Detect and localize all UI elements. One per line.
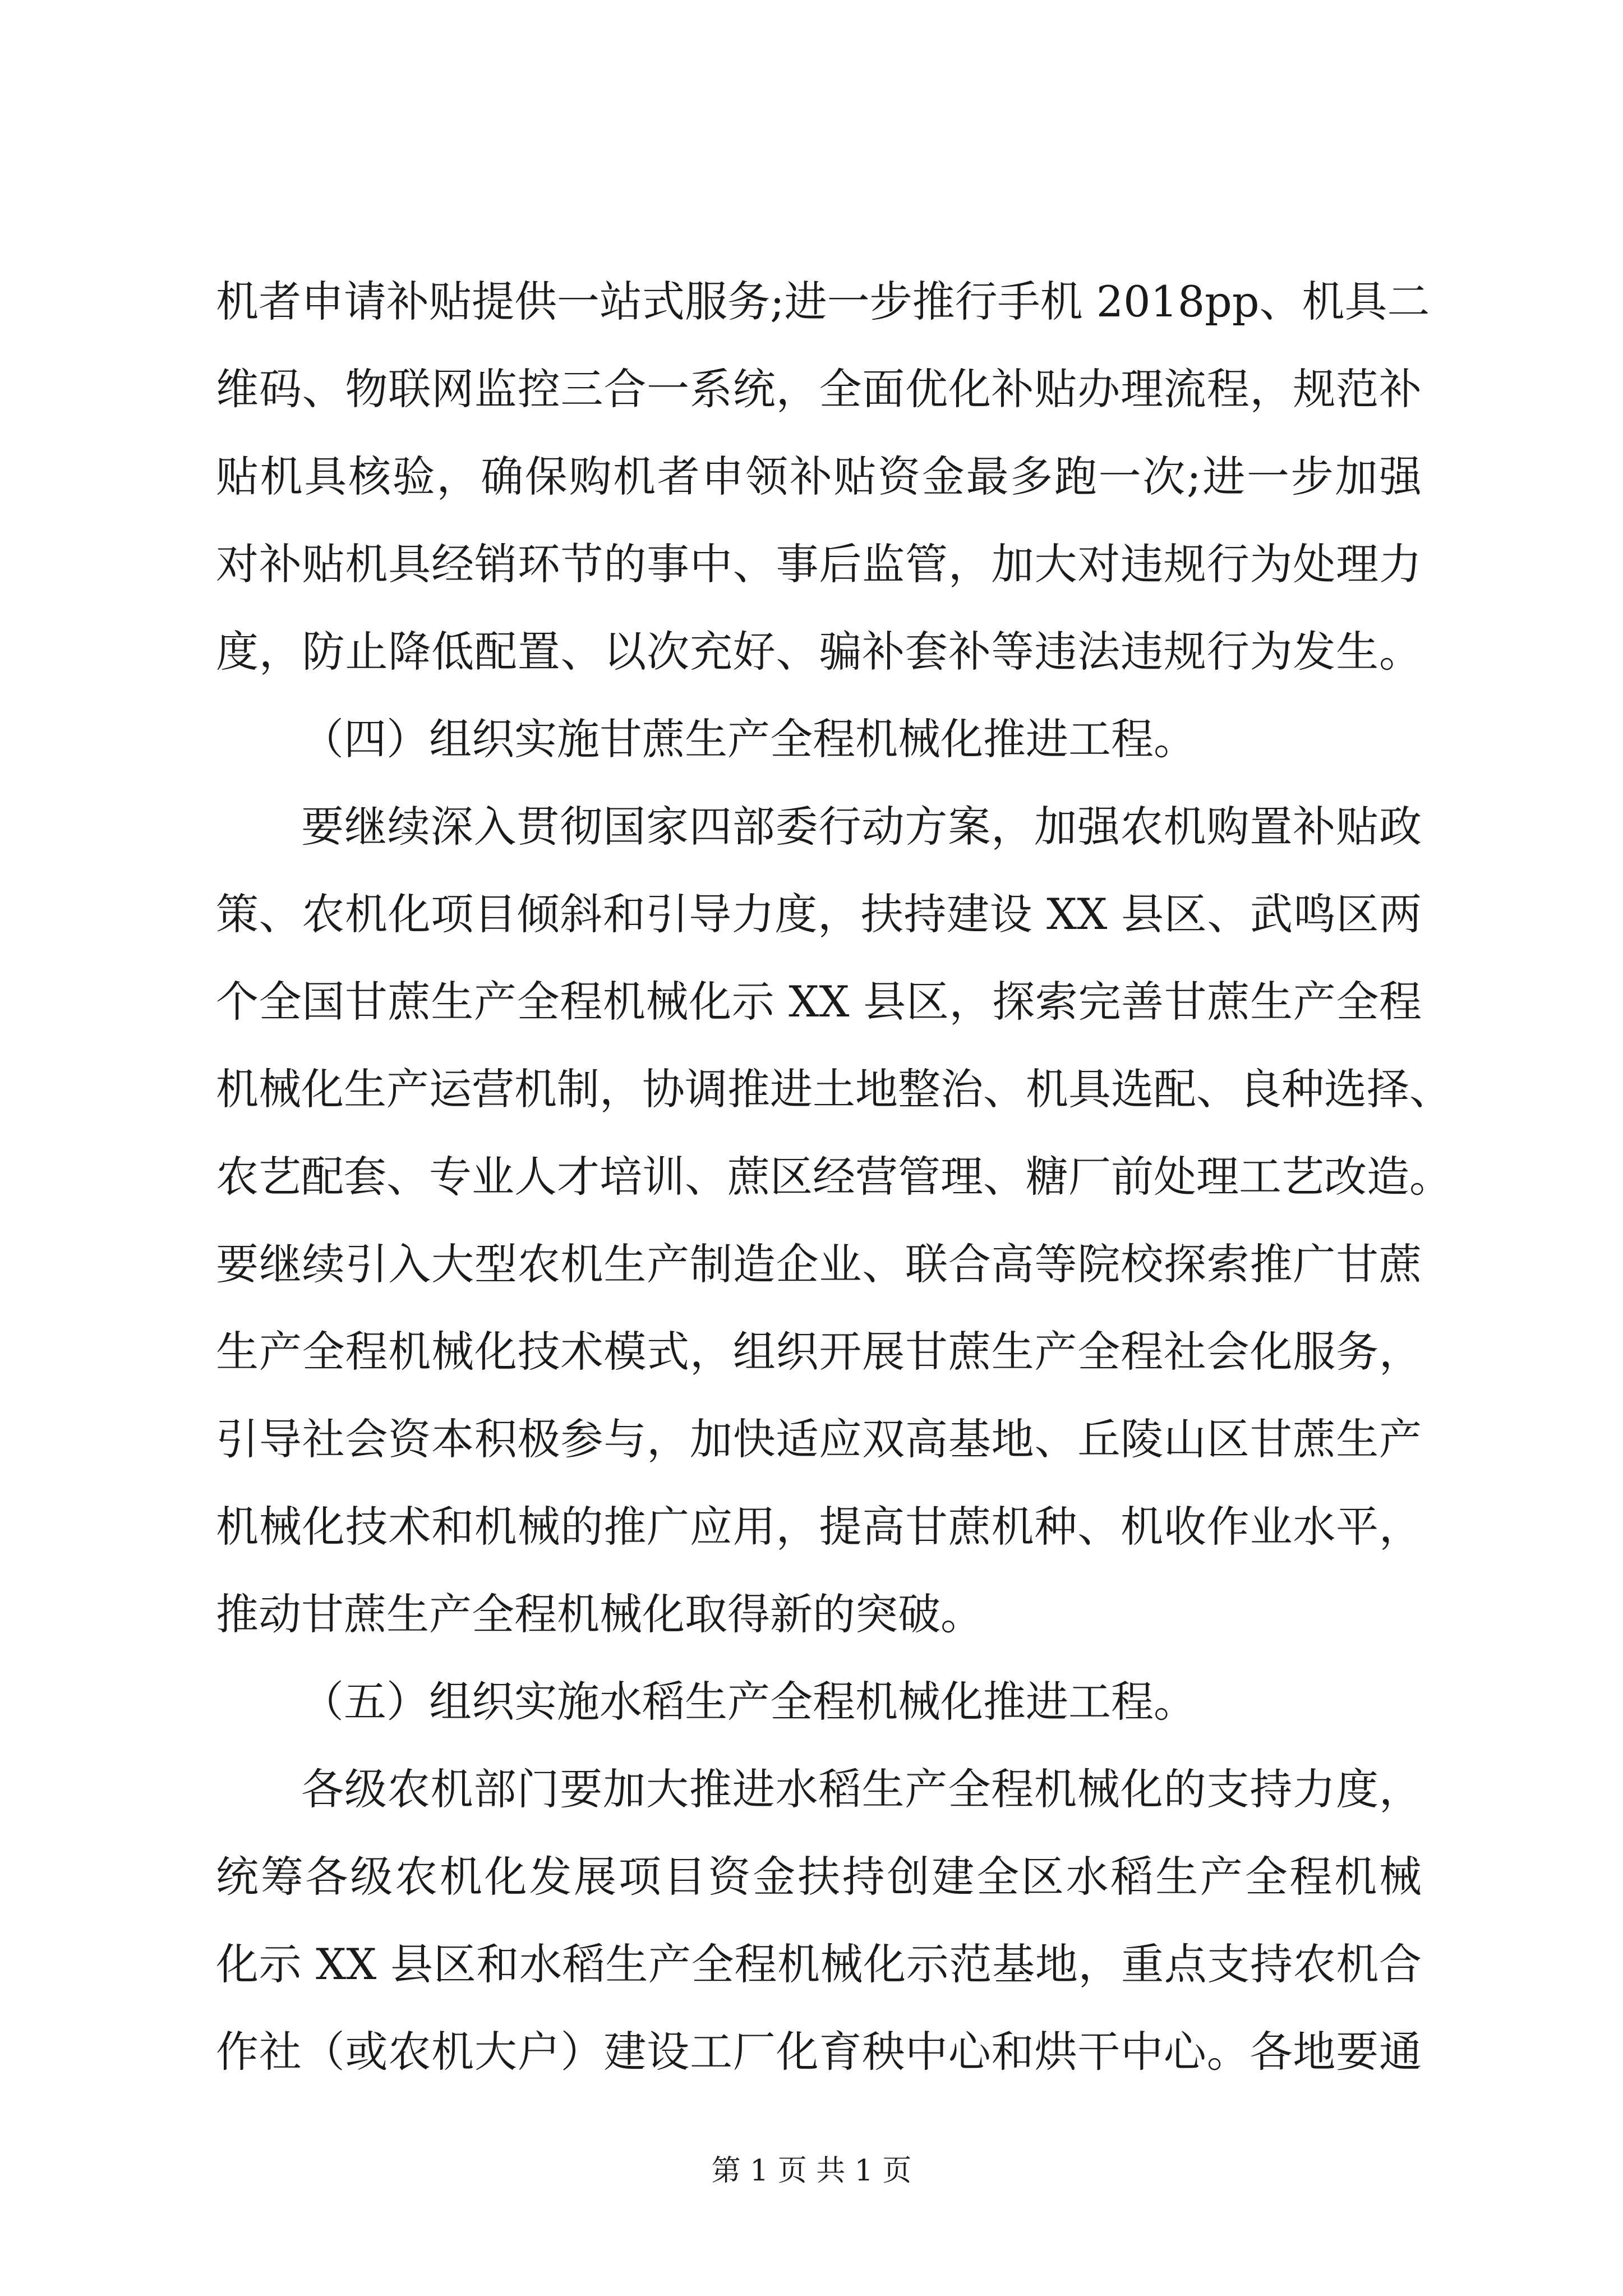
paragraph-line: 化示 XX 县区和水稻生产全程机械化示范基地，重点支持农机合 — [216, 1939, 1422, 1989]
paragraph-line: 农艺配套、专业人才培训、蔗区经营管理、糖厂前处理工艺改造。 — [216, 1152, 1452, 1202]
paragraph-line: 机械化生产运营机制，协调推进土地整治、机具选配、良种选择、 — [216, 1064, 1452, 1114]
paragraph-line: 度，防止降低配置、以次充好、骗补套补等违法违规行为发生。 — [216, 627, 1422, 677]
paragraph-line: 统筹各级农机化发展项目资金扶持创建全区水稻生产全程机械 — [216, 1852, 1422, 1902]
section-heading: （四）组织实施甘蔗生产全程机械化推进工程。 — [301, 714, 1196, 764]
paragraph-line: 作社（或农机大户）建设工厂化育秧中心和烘干中心。各地要通 — [216, 2027, 1422, 2077]
paragraph-line: 生产全程机械化技术模式，组织开展甘蔗生产全程社会化服务， — [216, 1327, 1422, 1377]
paragraph-line: 要继续深入贯彻国家四部委行动方案，加强农机购置补贴政 — [301, 802, 1422, 852]
paragraph-line: 贴机具核验，确保购机者申领补贴资金最多跑一次;进一步加强 — [216, 452, 1422, 501]
document-body — [216, 258, 1452, 2096]
paragraph-line: 要继续引入大型农机生产制造企业、联合高等院校探索推广甘蔗 — [216, 1239, 1422, 1289]
section-heading: （五）组织实施水稻生产全程机械化推进工程。 — [301, 1677, 1196, 1727]
paragraph-line: 机者申请补贴提供一站式服务;进一步推行手机 2018pp、机具二 — [216, 277, 1430, 326]
paragraph-line: 推动甘蔗生产全程机械化取得新的突破。 — [216, 1589, 983, 1639]
paragraph-line: 策、农机化项目倾斜和引导力度，扶持建设 XX 县区、武鸣区两 — [216, 889, 1422, 939]
page-number-footer: 第 1 页 共 1 页 — [711, 2154, 912, 2188]
paragraph-line: 对补贴机具经销环节的事中、事后监管，加大对违规行为处理力 — [216, 539, 1422, 589]
paragraph-line: 各级农机部门要加大推进水稻生产全程机械化的支持力度， — [301, 1764, 1422, 1814]
paragraph-line: 引导社会资本积极参与，加快适应双高基地、丘陵山区甘蔗生产 — [216, 1414, 1422, 1464]
paragraph-line: 个全国甘蔗生产全程机械化示 XX 县区，探索完善甘蔗生产全程 — [216, 977, 1422, 1027]
paragraph-line: 维码、物联网监控三合一系统，全面优化补贴办理流程，规范补 — [216, 364, 1422, 414]
paragraph-line: 机械化技术和机械的推广应用，提高甘蔗机种、机收作业水平， — [216, 1502, 1422, 1552]
